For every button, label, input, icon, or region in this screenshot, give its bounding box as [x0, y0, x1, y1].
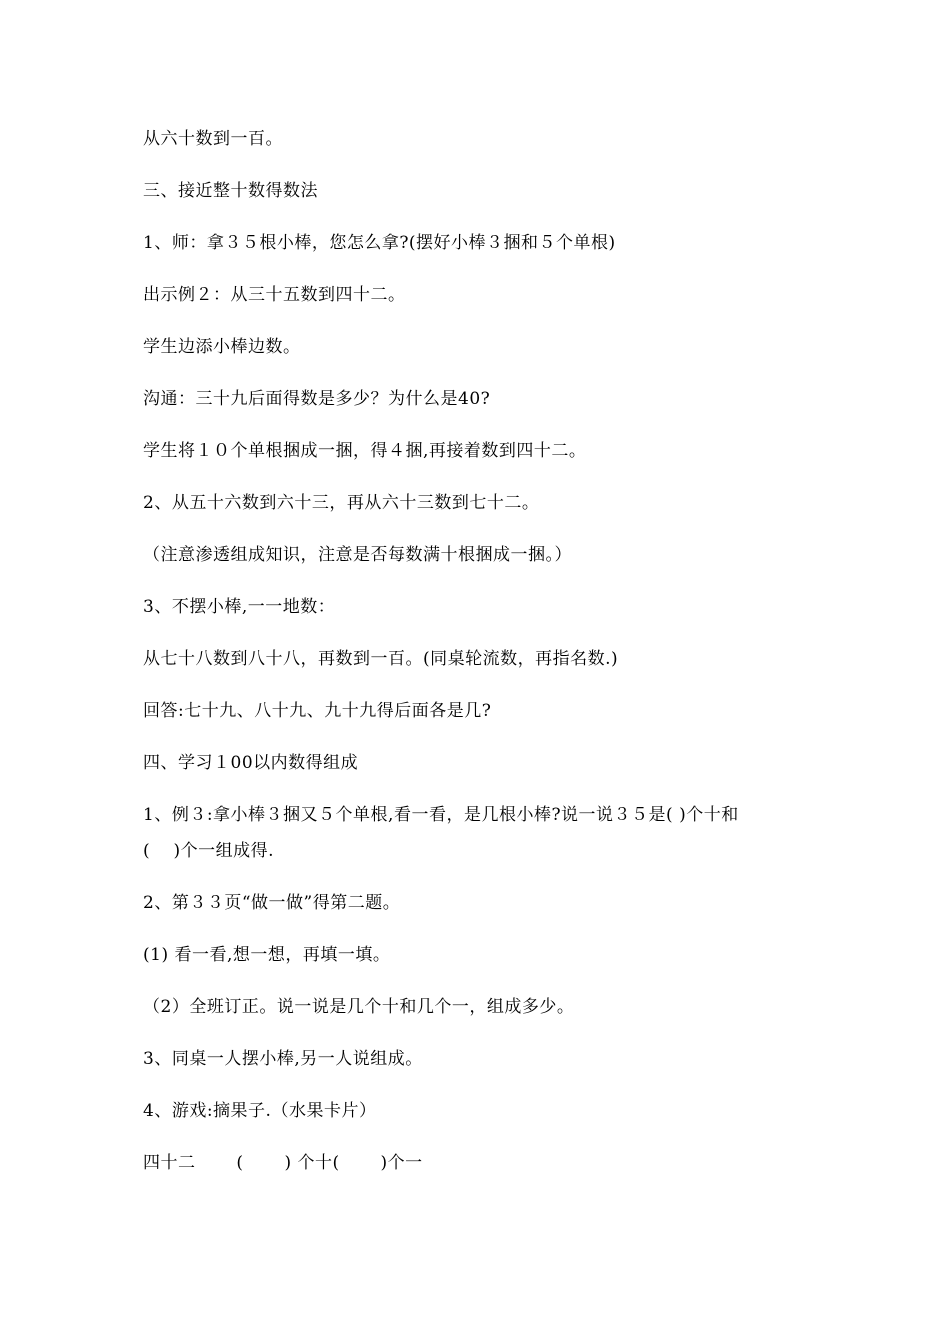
text-line-21: 四十二 ( ) 个十( )个一 [143, 1153, 423, 1173]
text-line-16: 2、第３３页“做一做”得第二题。 [143, 893, 401, 913]
text-line-1: 从六十数到一百。 [143, 129, 283, 149]
text-line-12: 回答:七十九、八十九、九十九得后面各是几? [143, 701, 492, 721]
text-line-4: 出示例２：从三十五数到四十二。 [143, 285, 406, 305]
text-line-7: 学生将１０个单根捆成一捆，得４捆,再接着数到四十二。 [143, 441, 587, 461]
text-line-18: （2）全班订正。说一说是几个十和几个一，组成多少。 [143, 997, 575, 1017]
text-line-10: 3、不摆小棒,一一地数： [143, 597, 336, 617]
text-line-14: 1、例３:拿小棒３捆又５个单根,看一看，是几根小棒?说一说３５是( )个十和 [143, 805, 739, 825]
text-line-8: 2、从五十六数到六十三，再从六十三数到七十二。 [143, 493, 540, 513]
text-line-11: 从七十八数到八十八，再数到一百。(同桌轮流数，再指名数.) [143, 649, 619, 669]
text-line-15: ( )个一组成得. [143, 841, 275, 861]
text-line-20: 4、游戏:摘果子.（水果卡片） [143, 1101, 377, 1121]
text-line-17: (1) 看一看,想一想，再填一填。 [143, 945, 391, 965]
text-line-3: 1、师：拿３５根小棒，您怎么拿?(摆好小棒３捆和５个单根) [143, 233, 616, 253]
text-line-5: 学生边添小棒边数。 [143, 337, 301, 357]
section-heading-4: 四、学习１00以内数得组成 [143, 753, 359, 773]
section-heading-3: 三、接近整十数得数法 [143, 181, 318, 201]
text-line-19: 3、同桌一人摆小棒,另一人说组成。 [143, 1049, 423, 1069]
text-line-6: 沟通：三十九后面得数是多少？为什么是40? [143, 389, 491, 409]
text-line-9: （注意渗透组成知识，注意是否每数满十根捆成一捆。） [143, 545, 572, 565]
